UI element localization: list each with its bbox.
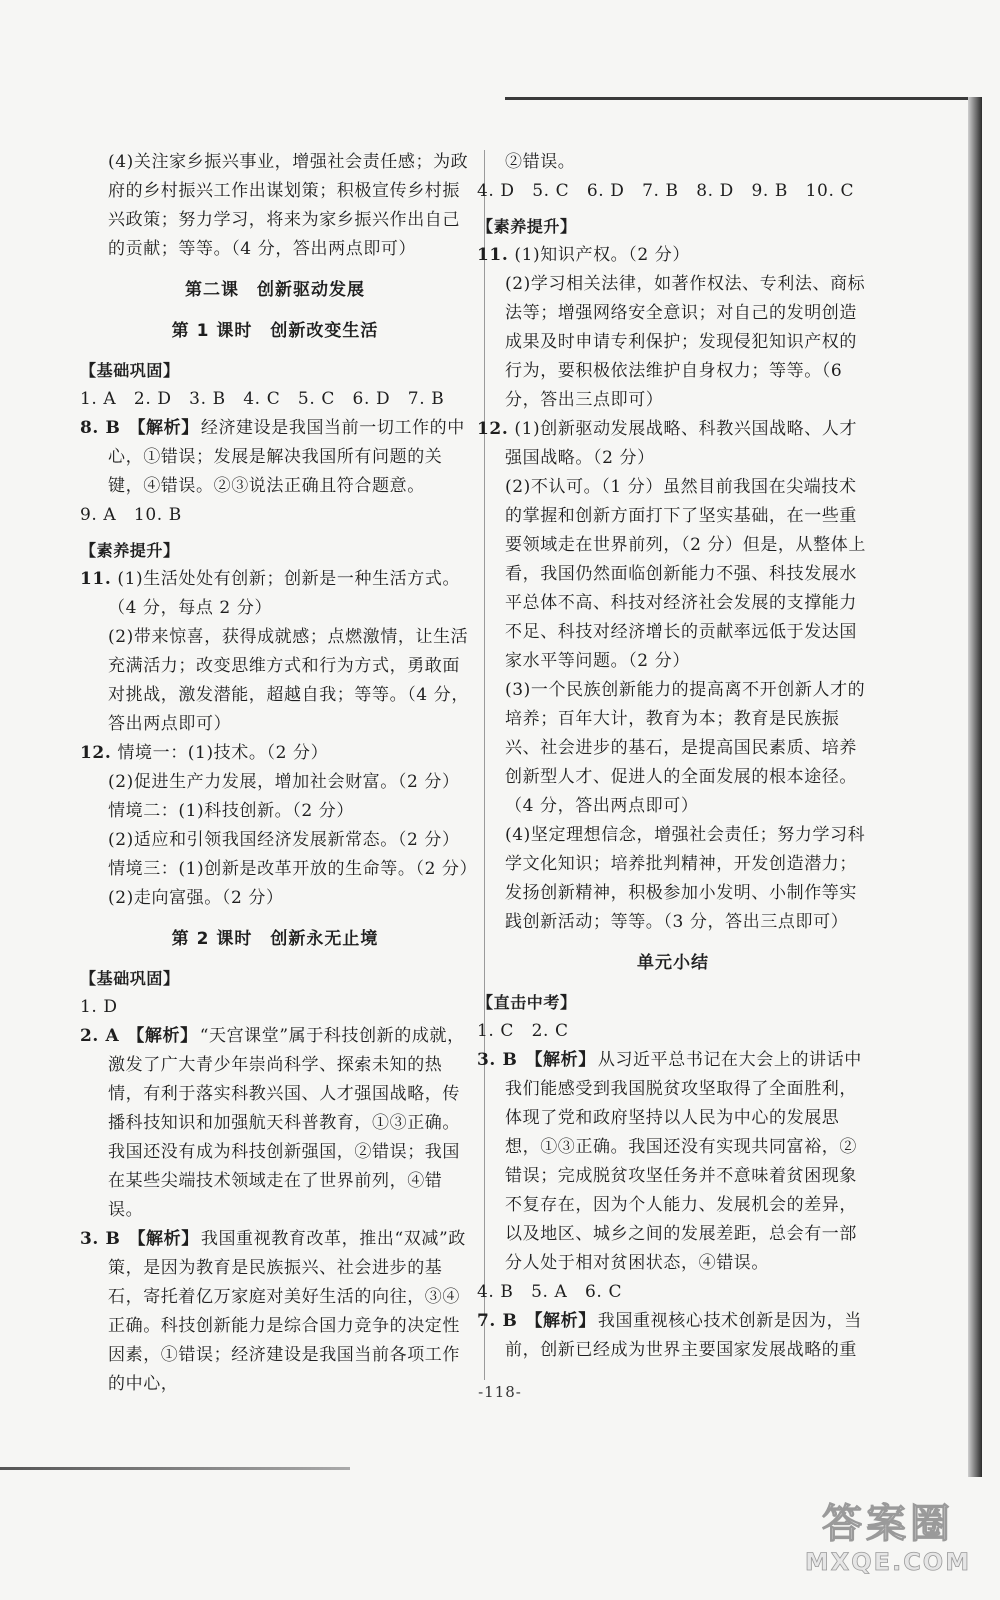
p1-q11-part2: (2)带来惊喜，获得成就感；点燃激情，让生活充满活力；改变思维方式和行为方式，勇敢面对挑战，激发潜能，超越自我；等等。（4 分，答出两点即可） [108, 627, 469, 734]
r-q3-text: 从习近平总书记在大会上的讲话中我们能感受到我国脱贫攻坚取得了全面胜利，体现了党和政府坚持以人民为中心的发展思想，①③正确。我国还没有实现共同富裕，②错误；完成脱贫攻坚任务并不意味着贫困现象不复存在，因为个人能力、发展机会的差异，以及地区、城乡之间的发展差距，总会有一部分人处于相对贫困状态，④错误。 [505, 1050, 862, 1273]
p1-q12-text1: 情境一：(1)技术。（2 分） [117, 743, 329, 763]
r-q7-number: 7. B [477, 1311, 518, 1331]
p1-answers-9-10: 9. A 10. B [80, 505, 182, 525]
r-q3-analysis-tag: 【解析】 [525, 1050, 596, 1070]
p2-q3-analysis-tag: 【解析】 [128, 1229, 199, 1249]
p2-q2-number: 2. A [80, 1026, 120, 1046]
p1-q8-analysis-tag: 【解析】 [128, 418, 199, 438]
r-q12-part3: (3)一个民族创新能力的提高离不开创新人才的培养；百年大计，教育为本；教育是民族振兴、社会进步的基石，是提高国民素质、培养创新型人才、促进人的全面发展的根本途径。（4 分，答出两点即可） [505, 680, 866, 816]
r-q11-part1 [477, 241, 869, 270]
r-quality-header: 【素养提升】 [477, 217, 577, 236]
p1-q11-part1 [80, 565, 470, 623]
r-q7-text: 我国重视核心技术创新是因为，当前，创新已经成为世界主要国家发展战略的重 [505, 1311, 862, 1360]
intro-answer: (4)关注家乡振兴事业，增强社会责任感；为政府的乡村振兴工作出谋划策；积极宣传乡村振兴政策；努力学习，将来为家乡振兴作出自己的贡献；等等。（4 分，答出两点即可） [108, 152, 469, 259]
r-q3 [477, 1046, 869, 1278]
lesson-title: 第二课 创新驱动发展 [185, 280, 365, 300]
p1-answers-1-7: 1. A 2. D 3. B 4. C 5. C 6. D 7. B [80, 389, 445, 409]
p1-q12-line1 [80, 739, 470, 768]
r-q11-number: 11. [477, 245, 509, 265]
p2-q2-analysis-tag: 【解析】 [127, 1026, 198, 1046]
r-answers-4-10: 4. D 5. C 6. D 7. B 8. D 9. B 10. C [477, 181, 855, 201]
page-edge-shadow [968, 97, 982, 1477]
p2-basic-header: 【基础巩固】 [80, 969, 180, 988]
p2-q2 [80, 1022, 470, 1225]
p1-q8-number: 8. B [80, 418, 121, 438]
p2-q3-number: 3. B [80, 1229, 121, 1249]
right-column [477, 148, 869, 1365]
p1-q11-text1: (1)生活处处有创新；创新是一种生活方式。（4 分，每点 2 分） [108, 569, 461, 618]
p1-q8-text: 经济建设是我国当前一切工作的中心，①错误；发展是解决我国所有问题的关键，④错误。②③说法正确且符合题意。 [108, 418, 465, 496]
r-exam-header: 【直击中考】 [477, 993, 577, 1012]
unit-summary-title: 单元小结 [637, 953, 709, 973]
p1-q12-line5: 情境三：(1)创新是改革开放的生命等。（2 分） [108, 859, 478, 879]
top-rule [505, 97, 970, 100]
watermark-top-text: 答案圈 [822, 1501, 954, 1547]
p2-q3-text: 我国重视教育改革，推出“双减”政策，是因为教育是民族振兴、社会进步的基石，寄托着亿万家庭对美好生活的向往，③④正确。科技创新能力是综合国力竞争的决定性因素，①错误；经济建设是我国当前各项工作的中心， [108, 1229, 466, 1394]
r-q12-number: 12. [477, 419, 509, 439]
r-q11-part2: (2)学习相关法律，如著作权法、专利法、商标法等；增强网络安全意识；对自己的发明创造成果及时申请专利保护；发现侵犯知识产权的行为，要积极依法维护自身权力；等等。（6 分，答出三点即可） [505, 274, 866, 410]
p2-q2-text: “天宫课堂”属于科技创新的成就，激发了广大青少年崇尚科学、探索未知的热情，有利于落实科教兴国、人才强国战略，传播科技知识和加强航天科普教育，①③正确。我国还没有成为科技创新强国，②错误；我国在某些尖端技术领域走在了世界前列，④错误。 [108, 1026, 465, 1220]
r-answers-4-6: 4. B 5. A 6. C [477, 1282, 623, 1302]
p1-q12-number: 12. [80, 743, 112, 763]
p1-q11-number: 11. [80, 569, 112, 589]
p2-q3 [80, 1225, 470, 1399]
r-continuation: ②错误。 [505, 152, 576, 172]
p1-q12-line3: 情境二：(1)科技创新。（2 分） [108, 801, 354, 821]
period2-title: 第 2 课时 创新永无止境 [171, 929, 379, 949]
p1-q12-line6: (2)走向富强。（2 分） [108, 888, 284, 908]
r-q11-text1: (1)知识产权。（2 分） [514, 245, 691, 265]
period1-title: 第 1 课时 创新改变生活 [171, 321, 379, 341]
r-q12-part1 [477, 415, 869, 473]
r-answers-1-2: 1. C 2. C [477, 1021, 569, 1041]
watermark-logo [798, 1500, 978, 1586]
p1-basic-header: 【基础巩固】 [80, 361, 180, 380]
p2-answer-1: 1. D [80, 997, 118, 1017]
p1-quality-header: 【素养提升】 [80, 541, 180, 560]
r-q7-analysis-tag: 【解析】 [525, 1311, 596, 1331]
p1-q12-line4: (2)适应和引领我国经济发展新常态。（2 分） [108, 830, 460, 850]
page-number: -118- [478, 1383, 522, 1401]
r-q3-number: 3. B [477, 1050, 518, 1070]
p1-q12-line2: (2)促进生产力发展，增加社会财富。（2 分） [108, 772, 460, 792]
r-q12-part4: (4)坚定理想信念，增强社会责任；努力学习科学文化知识；培养批判精神，开发创造潜力；发扬创新精神，积极参加小发明、小制作等实践创新活动；等等。（3 分，答出三点即可） [505, 825, 866, 932]
bottom-rule [0, 1467, 350, 1470]
r-q7 [477, 1307, 869, 1365]
left-column [80, 148, 478, 1399]
watermark-bottom-text: MXQE.COM [804, 1548, 972, 1576]
r-q12-text1: (1)创新驱动发展战略、科教兴国战略、人才强国战略。（2 分） [505, 419, 858, 468]
r-q12-part2: (2)不认可。（1 分）虽然目前我国在尖端技术的掌握和创新方面打下了坚实基础，在一些重要领域走在世界前列，（2 分）但是，从整体上看，我国仍然面临创新能力不强、科技发展水平总体不高、科技对经济社会发展的支撑能力不足、科技对经济增长的贡献率远低于发达国家水平等问题。（2 分） [505, 477, 866, 671]
p1-q8 [80, 414, 470, 501]
